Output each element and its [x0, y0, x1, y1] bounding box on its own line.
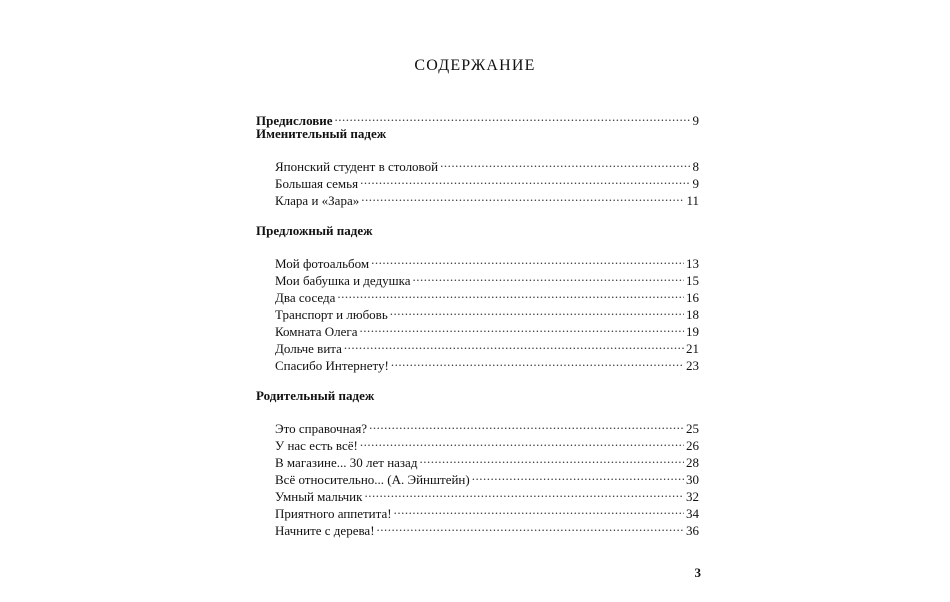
toc-entry-label: Всё относительно... (А. Эйнштейн): [275, 472, 470, 487]
toc-entry-label: Транспорт и любовь: [275, 307, 388, 322]
page-number: 3: [694, 565, 701, 580]
section-heading-nominative: Именительный падеж: [256, 126, 387, 141]
toc-entry-label: Предисловие: [256, 113, 333, 128]
toc-entry-page: 21: [686, 341, 699, 356]
toc-entry-label: Большая семья: [275, 176, 359, 191]
spacer: [256, 142, 699, 154]
dot-leader: [337, 285, 684, 302]
dot-leader: [364, 484, 684, 501]
toc-entry-page: 30: [686, 472, 699, 487]
toc-entry-label: Начните с дерева!: [275, 523, 375, 538]
dot-leader: [335, 108, 691, 125]
dot-leader: [371, 251, 684, 268]
toc-entry-page: 9: [692, 176, 699, 191]
toc-entry-label: Это справочная?: [275, 421, 368, 436]
toc-entry-page: 18: [686, 307, 699, 322]
dot-leader: [369, 416, 684, 433]
toc-entry-preface: [256, 108, 699, 128]
dot-leader: [440, 154, 690, 171]
toc-entry-page: 8: [692, 159, 699, 174]
toc-entry-page: 19: [686, 324, 699, 339]
toc-entry-page: 23: [686, 358, 699, 373]
toc-entry-label: Мой фотоальбом: [275, 256, 370, 271]
section-heading-prepositional: Предложный падеж: [256, 223, 373, 238]
toc-entry-page: 16: [686, 290, 699, 305]
dot-leader: [472, 467, 684, 484]
table-of-contents: [256, 108, 699, 538]
toc-entry-label: Клара и «Зара»: [275, 193, 360, 208]
toc-entry-page: 26: [686, 438, 699, 453]
dot-leader: [390, 302, 684, 319]
dot-leader: [360, 319, 684, 336]
toc-entry-page: 36: [686, 523, 699, 538]
toc-entry-page: 15: [686, 273, 699, 288]
toc-entry: [256, 251, 699, 271]
dot-leader: [360, 433, 684, 450]
toc-entry-page: 25: [686, 421, 699, 436]
section-heading-genitive: Родительный падеж: [256, 388, 375, 403]
toc-entry: [256, 154, 699, 174]
toc-entry-page: 11: [686, 193, 699, 208]
toc-entry-label: Умный мальчик: [275, 489, 363, 504]
spacer: [256, 404, 699, 416]
dot-leader: [394, 501, 684, 518]
dot-leader: [344, 336, 684, 353]
toc-entry-page: 32: [686, 489, 699, 504]
toc-entry-page: 13: [686, 256, 699, 271]
toc-entry-label: У нас есть всё!: [275, 438, 358, 453]
dot-leader: [413, 268, 684, 285]
toc-entry-label: Два соседа: [275, 290, 336, 305]
dot-leader: [391, 353, 684, 370]
toc-entry-page: 28: [686, 455, 699, 470]
page-title: СОДЕРЖАНИЕ: [414, 57, 536, 74]
toc-entry-page: 9: [692, 113, 699, 128]
toc-entry-label: Японский студент в столовой: [275, 159, 439, 174]
toc-entry-label: Спасибо Интернету!: [275, 358, 389, 373]
toc-entry-label: В магазине... 30 лет назад: [275, 455, 418, 470]
toc-entry-label: Мои бабушка и дедушка: [275, 273, 411, 288]
toc-entry: [256, 416, 699, 436]
dot-leader: [360, 171, 690, 188]
toc-entry-page: 34: [686, 506, 699, 521]
toc-entry-label: Комната Олега: [275, 324, 358, 339]
dot-leader: [377, 518, 684, 535]
spacer: [256, 239, 699, 251]
toc-entry-label: Дольче вита: [275, 341, 342, 356]
dot-leader: [361, 188, 684, 205]
dot-leader: [419, 450, 684, 467]
toc-entry-label: Приятного аппетита!: [275, 506, 392, 521]
